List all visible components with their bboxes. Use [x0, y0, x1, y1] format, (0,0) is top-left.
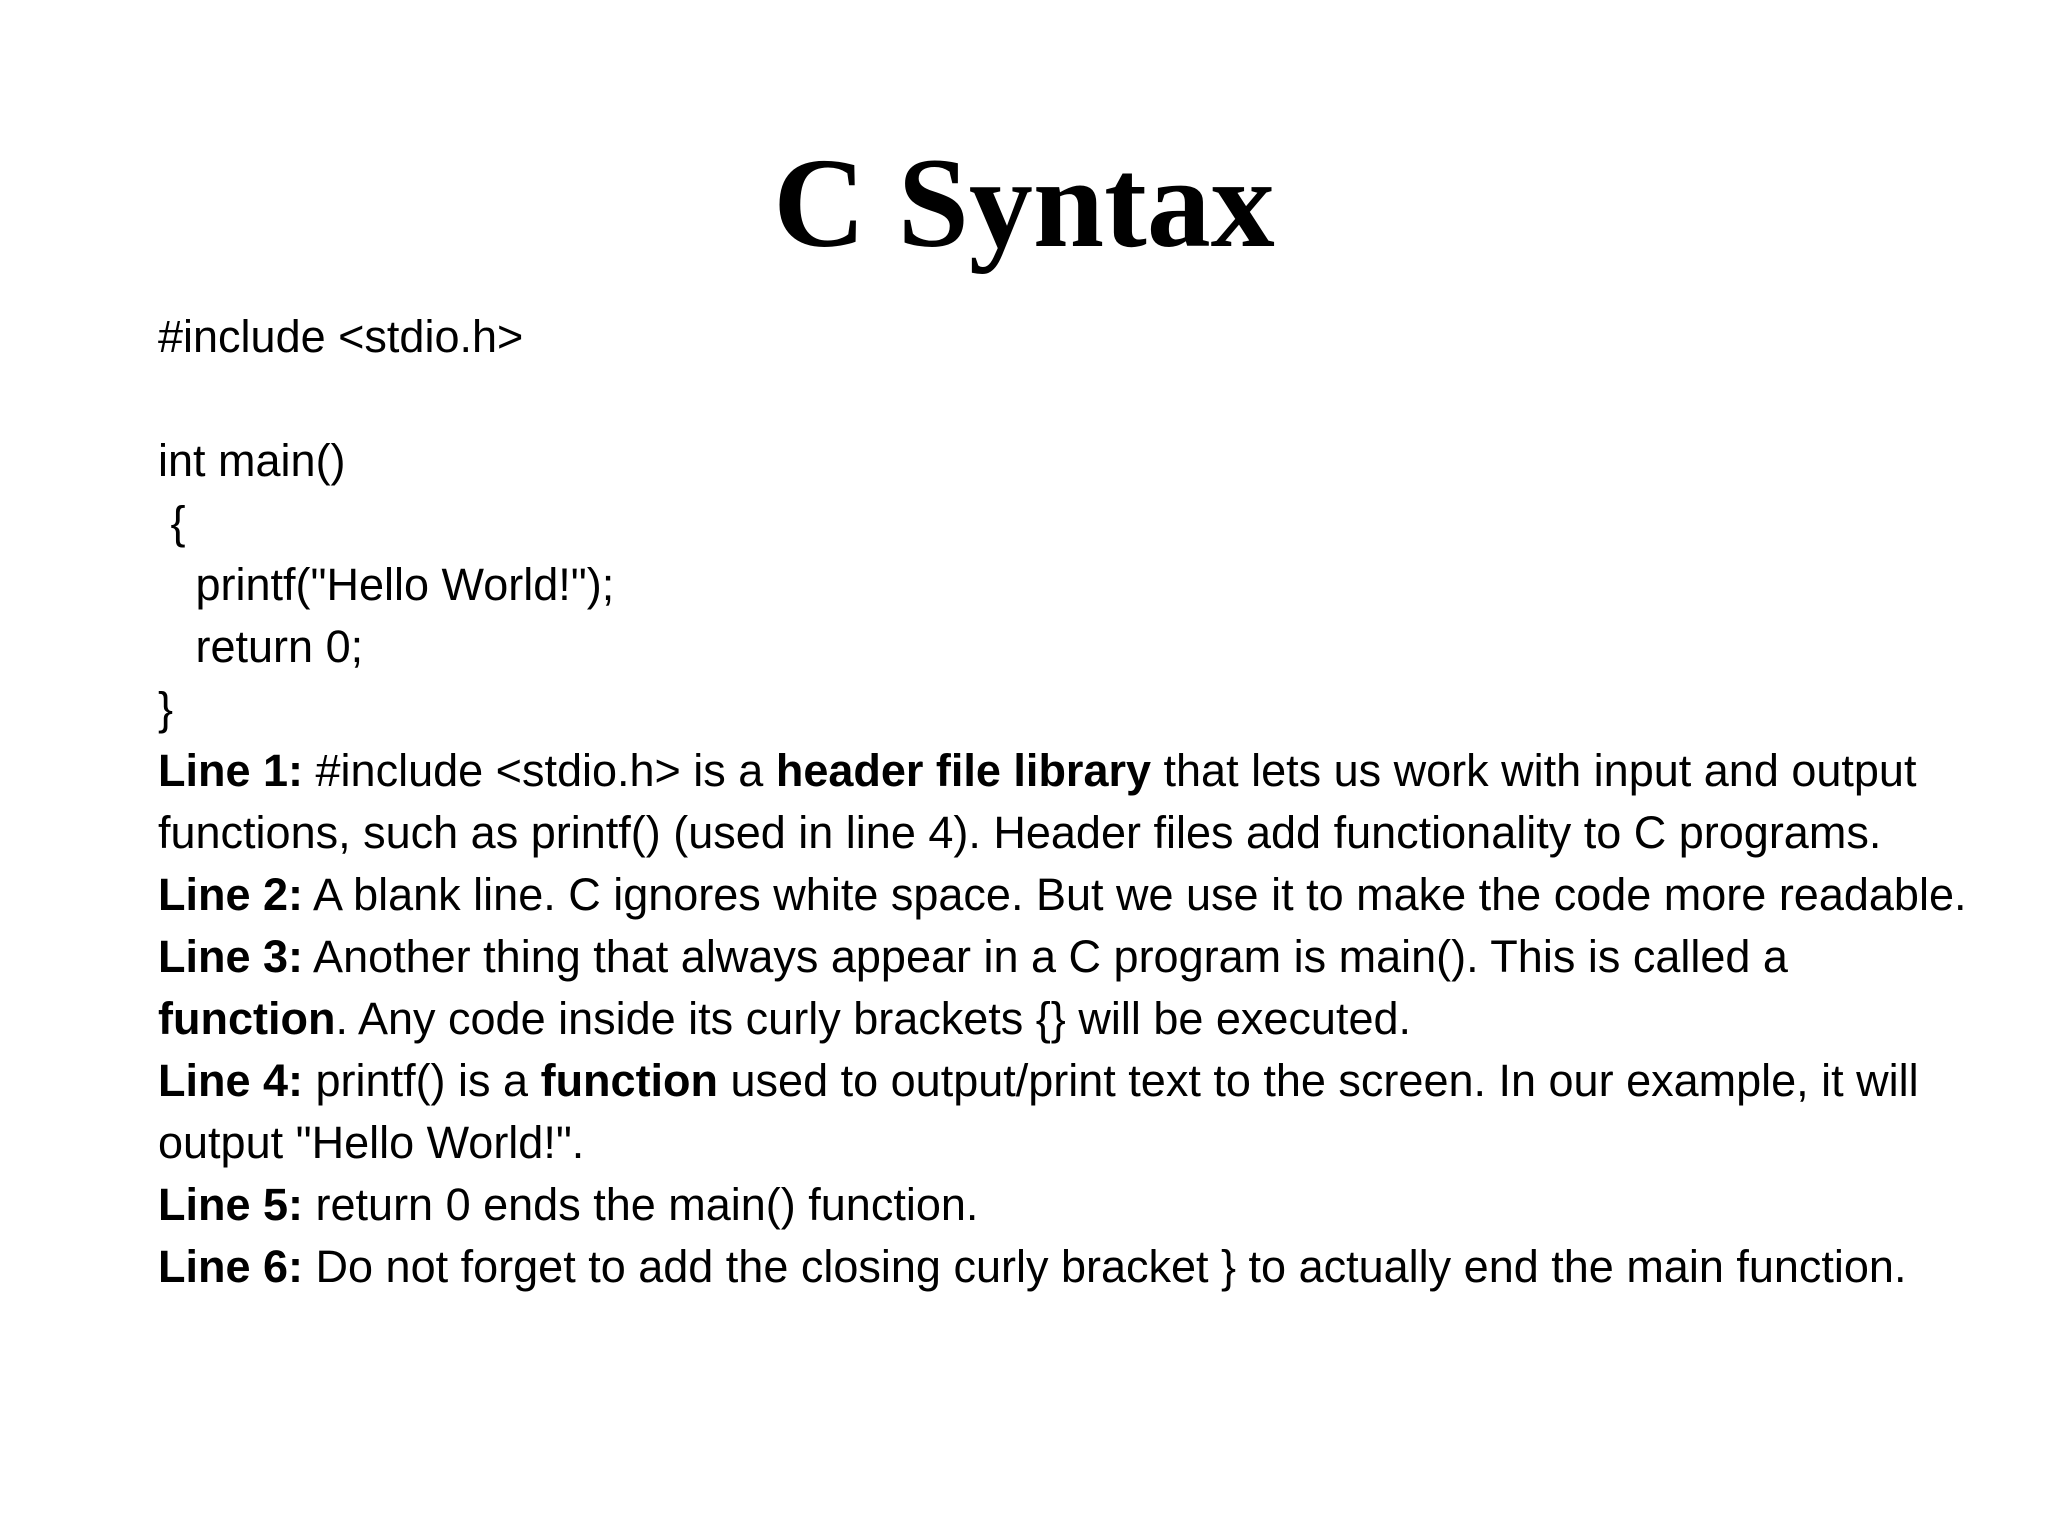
explanation-text: A blank line. C ignores white space. But we use it to make the code more readable.: [303, 869, 1967, 920]
explanation-line-6: [158, 1236, 1968, 1298]
code-line: }: [158, 683, 174, 734]
line-label: Line 2:: [158, 869, 304, 920]
explanation-text: that lets us work with input and output functions, such as printf() (used in line 4). Header files add functionality to C programs.: [158, 745, 1917, 858]
code-line: return 0;: [158, 621, 364, 672]
explanation-emphasis: header file library: [775, 745, 1152, 796]
slide-title: C Syntax: [773, 132, 1275, 274]
explanation-text: . Any code inside its curly brackets {} will be executed.: [335, 993, 1412, 1044]
code-line: printf("Hello World!");: [158, 559, 615, 610]
explanation-text: Another thing that always appear in a C program is main(). This is called a: [303, 931, 1788, 982]
code-line: {: [158, 497, 186, 548]
explanation-line-4: [158, 1050, 1968, 1174]
line-label: Line 5:: [158, 1179, 304, 1230]
explanation-line-1: [158, 740, 1968, 864]
explanation-line-5: [158, 1174, 1968, 1236]
explanation-text: return 0 ends the main() function.: [303, 1179, 979, 1230]
code-block: [158, 306, 1968, 740]
explanation-emphasis: function: [158, 993, 336, 1044]
explanation-line-2: [158, 864, 1968, 926]
explanation-text: used to output/print text to the screen. In our example, it will output "Hello World!".: [158, 1055, 1919, 1168]
slide-content: [158, 306, 1968, 1298]
code-line: int main(): [158, 435, 346, 486]
line-label: Line 1:: [158, 745, 304, 796]
explanation-list: [158, 740, 1968, 1298]
line-label: Line 6:: [158, 1241, 304, 1292]
explanation-line-3: [158, 926, 1968, 1050]
explanation-text: Do not forget to add the closing curly bracket } to actually end the main function.: [303, 1241, 1907, 1292]
code-line: [158, 368, 1968, 430]
explanation-text: printf() is a: [303, 1055, 541, 1106]
code-line: #include <stdio.h>: [158, 311, 524, 362]
line-label: Line 4:: [158, 1055, 304, 1106]
explanation-emphasis: function: [540, 1055, 719, 1106]
line-label: Line 3:: [158, 931, 304, 982]
explanation-text: #include <stdio.h> is a: [303, 745, 776, 796]
